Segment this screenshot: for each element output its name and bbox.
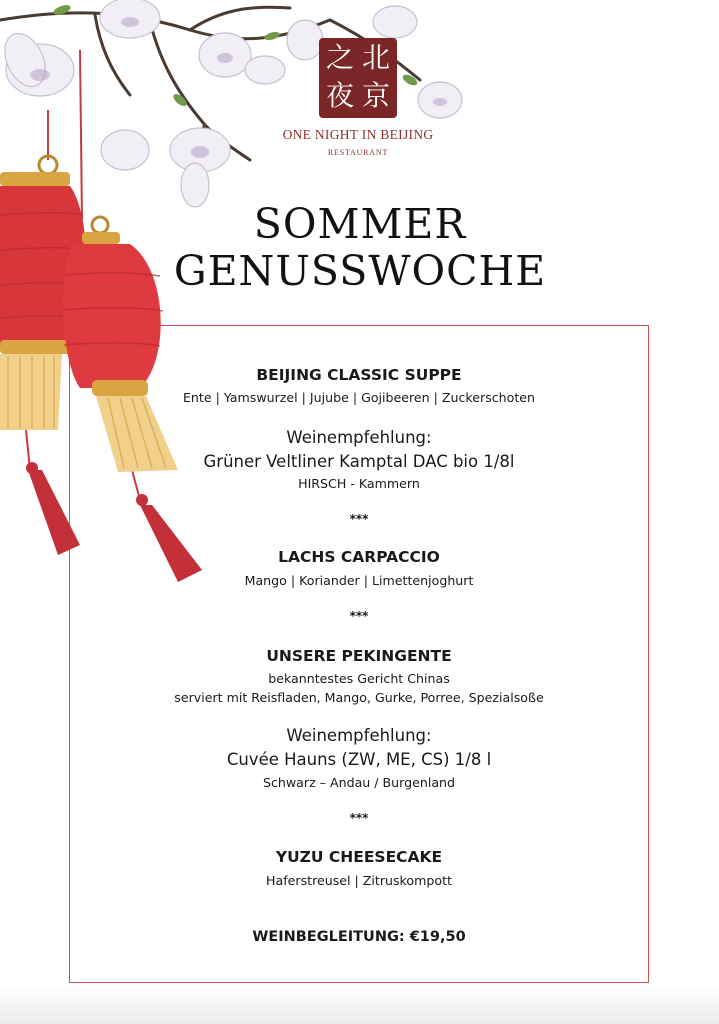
logo-seal-char: 之 (325, 41, 354, 74)
course-1-wine-origin: HIRSCH - Kammern (298, 476, 420, 491)
course-separator: *** (349, 811, 369, 825)
page-bottom-shadow (0, 984, 719, 1024)
course-separator: *** (349, 512, 369, 526)
course-1-ingredients: Ente | Yamswurzel | Jujube | Gojibeeren | Zuckerschoten (182, 390, 536, 405)
course-3-wine-name: Cuvée Hauns (ZW, ME, CS) 1/8 l (226, 750, 492, 769)
wine-pairing-price: WEINBEGLEITUNG: €19,50 (252, 929, 466, 945)
restaurant-logo-seal (319, 38, 397, 118)
menu-title-line-1: SOMMER (253, 200, 467, 248)
course-3-description-2: serviert mit Reisfladen, Mango, Gurke, Porree, Spezialsoße (174, 690, 544, 705)
restaurant-subtitle: RESTAURANT (327, 148, 389, 157)
course-2-ingredients: Mango | Koriander | Limettenjoghurt (244, 573, 474, 588)
course-1-wine-heading: Weinempfehlung: (286, 428, 432, 447)
course-1-wine-name: Grüner Veltliner Kamptal DAC bio 1/8l (203, 452, 515, 471)
chinese-lanterns-illustration (0, 0, 230, 600)
course-3-description-1: bekanntestes Gericht Chinas (268, 671, 450, 686)
course-3-wine-heading: Weinempfehlung: (286, 726, 432, 745)
menu-title-line-2: GENUSSWOCHE (173, 247, 547, 295)
course-2-name: LACHS CARPACCIO (278, 548, 440, 566)
logo-seal-char: 北 (361, 41, 390, 74)
course-3-wine-origin: Schwarz – Andau / Burgenland (262, 775, 456, 790)
course-1-name: BEIJING CLASSIC SUPPE (256, 366, 462, 384)
restaurant-name: ONE NIGHT IN BEIJING (282, 127, 434, 142)
logo-seal-char: 夜 (325, 79, 354, 112)
course-separator: *** (349, 609, 369, 623)
course-4-name: YUZU CHEESECAKE (275, 848, 443, 866)
course-3-name: UNSERE PEKINGENTE (266, 647, 452, 665)
logo-seal-char: 京 (361, 79, 390, 112)
course-4-ingredients: Haferstreusel | Zitruskompott (266, 873, 452, 888)
